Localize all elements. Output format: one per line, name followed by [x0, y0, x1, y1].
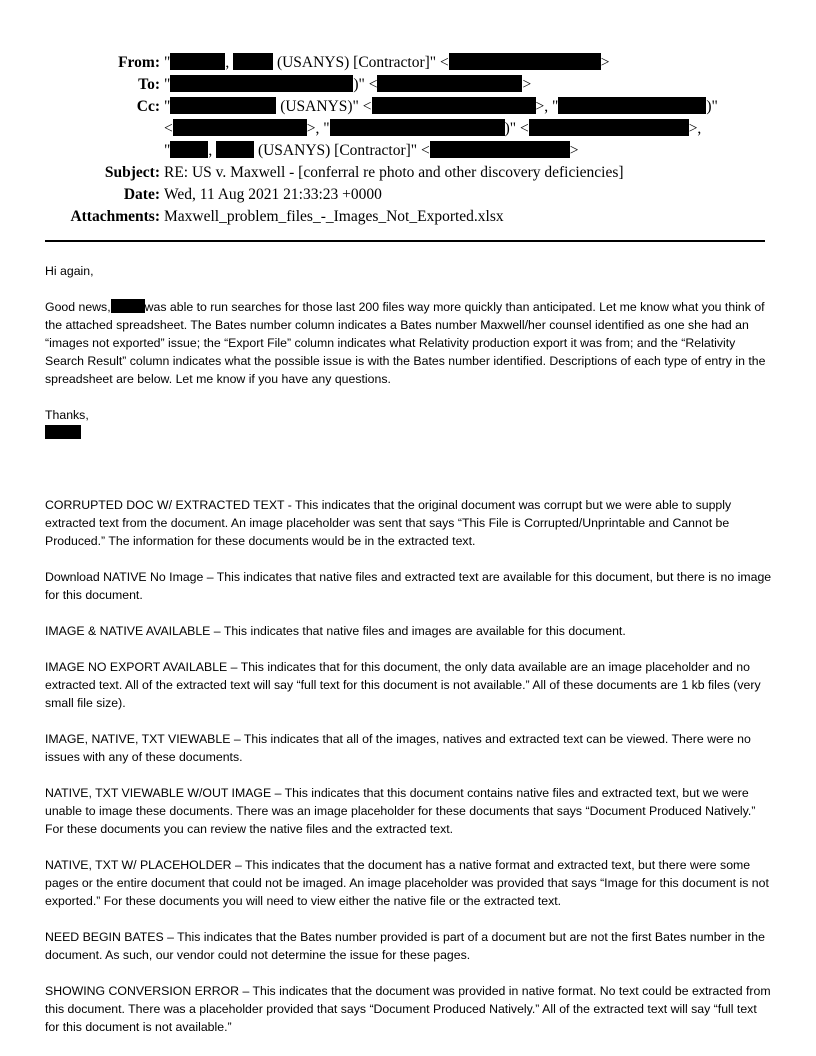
email-header [0, 52, 816, 228]
definition-paragraph: IMAGE, NATIVE, TXT VIEWABLE – This indicates that all of the images, natives and extracted text can be viewed. There were no issues with any of these documents. [45, 732, 751, 764]
subject-label: Subject: [104, 164, 160, 181]
date-value: Wed, 11 Aug 2021 21:33:23 +0000 [164, 186, 382, 203]
cc-row-3 [0, 140, 816, 162]
definition-paragraph: CORRUPTED DOC W/ EXTRACTED TEXT - This indicates that the original document was corrupt but we were able to supply extracted text from the document. An image placeholder was sent that says “This File is Corrupted/Unprintable and Cannot be Produced.” The information for these documents would be in the extracted text. [45, 498, 732, 548]
definition-paragraph: NATIVE, TXT W/ PLACEHOLDER – This indicates that the document has a native format and extracted text, but there were some pages or the entire document that could not be imaged. An image placeholder was provided that says “Image for this document is not exported.” For these documents you will need to view either the native file or the extracted text. [45, 858, 769, 908]
definition-paragraph: NEED BEGIN BATES – This indicates that the Bates number provided is part of a document but are not the first Bates number in the document. As such, our vendor could not determine the issue for these pages. [45, 930, 765, 962]
redaction-box [330, 119, 505, 136]
cc-row-1 [0, 96, 816, 118]
redaction-box [170, 75, 353, 92]
redaction-box [173, 119, 307, 136]
attachments-label: Attachments: [70, 208, 160, 225]
from-value: " , (USANYS) [Contractor]" < > [164, 54, 610, 71]
header-divider [45, 240, 765, 242]
date-label: Date: [123, 186, 160, 203]
attachments-row [0, 206, 816, 228]
signoff: Thanks, [45, 406, 773, 442]
date-row [0, 184, 816, 206]
redaction-box [377, 75, 522, 92]
redaction-box [216, 141, 254, 158]
spacer [45, 460, 773, 496]
cc-value-3: " , (USANYS) [Contractor]" < > [164, 142, 579, 159]
redaction-box [372, 97, 536, 114]
redaction-box [558, 97, 706, 114]
redaction-box [170, 141, 208, 158]
definition-paragraph: NATIVE, TXT VIEWABLE W/OUT IMAGE – This indicates that this document contains native files and extracted text, but we were unable to image these documents. There was an image placeholder for these documents that says “Document Produced Natively.” For these documents you can review the native files and the extracted text. [45, 786, 756, 836]
redaction-box [430, 141, 570, 158]
signature-redaction [45, 425, 81, 439]
redaction-box [111, 299, 145, 313]
cc-value-1: " (USANYS)" < >, " )" [164, 98, 718, 115]
cc-row-2 [0, 118, 816, 140]
subject-value: RE: US v. Maxwell - [conferral re photo and other discovery deficiencies] [164, 164, 624, 181]
email-body [45, 262, 773, 1054]
greeting: Hi again, [45, 264, 94, 278]
definition-paragraph: Download NATIVE No Image – This indicates that native files and extracted text are available for this document, but there is no image for this document. [45, 570, 772, 602]
from-label: From: [118, 54, 160, 71]
definition-paragraph: IMAGE NO EXPORT AVAILABLE – This indicates that for this document, the only data available are an image placeholder and no extracted text. All of the extracted text will say “full text for this document is not available.” All of these documents are 1 kb files (very small file size). [45, 660, 761, 710]
subject-row [0, 162, 816, 184]
redaction-box [170, 53, 225, 70]
definition-paragraph: SHOWING CONVERSION ERROR – This indicates that the document was provided in native format. No text could be extracted from this document. There was a placeholder provided that says “Document Produced Natively.” All of the extracted text will say “full text for this document is not available.” [45, 984, 771, 1034]
cc-value-2: < >, " )" < >, [164, 120, 702, 137]
to-value: " )" < > [164, 76, 532, 93]
redaction-box [449, 53, 601, 70]
intro-paragraph: Good news, was able to run searches for those last 200 files way more quickly than anticipated. Let me know what you think of the attached spreadsheet. The Bates number column indicates a Bates number Maxwell/her counsel identified as one she had an “images not exported” issue; the “Export File” column indicates what Relativity production export it was from; and the “Relativity Search Result” column indicates what the possible issue is with the Bates number identified. Descriptions of each type of entry in the spreadsheet are below. Let me know if you have any questions. [45, 300, 766, 386]
to-label: To: [138, 76, 160, 93]
to-row [0, 74, 816, 96]
redaction-box [233, 53, 273, 70]
from-row [0, 52, 816, 74]
definition-paragraph: IMAGE & NATIVE AVAILABLE – This indicates that native files and images are available for this document. [45, 624, 626, 638]
cc-label: Cc: [136, 98, 160, 115]
redaction-box [170, 97, 276, 114]
attachment-filename: Maxwell_problem_files_-_Images_Not_Exported.xlsx [164, 208, 504, 225]
redaction-box [529, 119, 689, 136]
